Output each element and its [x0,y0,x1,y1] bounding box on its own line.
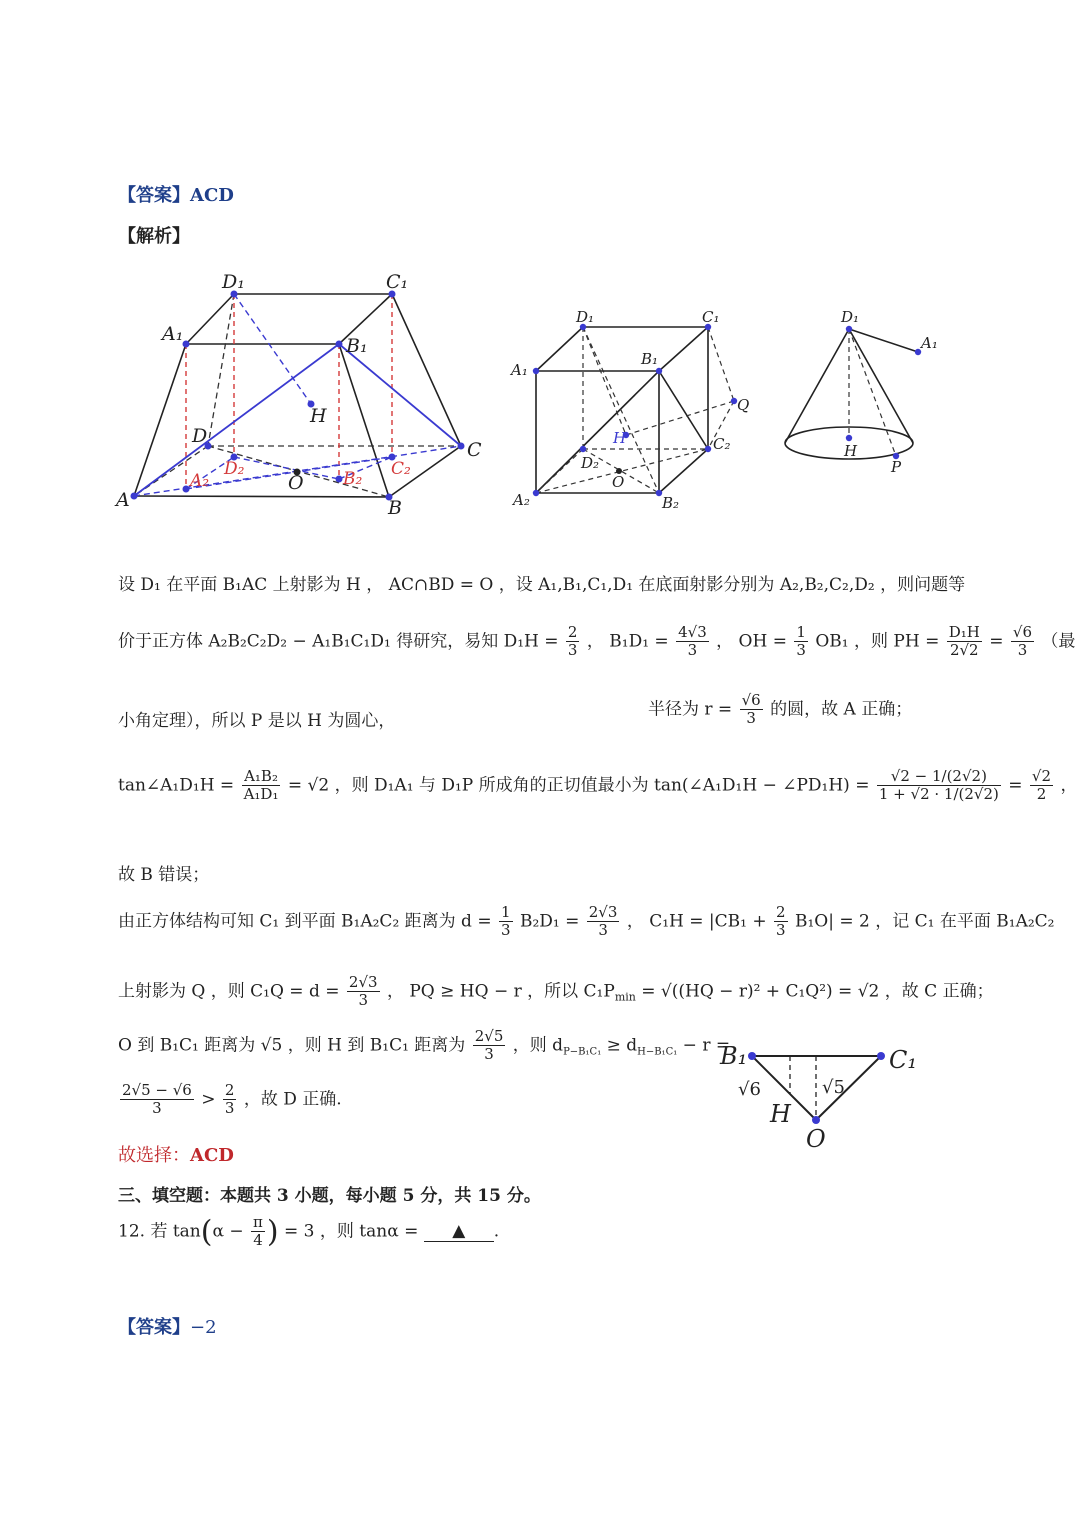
text-line-1: 设 D₁ 在平面 B₁AC 上射影为 H ， AC∩BD = O ，设 A₁,B₁,C₁,D₁ 在底面射影分别为 A₂,B₂,C₂,D₂ ，则问题等 [118,575,966,595]
text-line-3a: 小角定理），所以 P 是以 H 为圆心， [118,711,396,731]
label-C2: C₂ [713,435,731,453]
text-line-8: O 到 B₁C₁ 距离为 √5 ，则 H 到 B₁C₁ 距离为 $\frac{2√5}{3}$ ，则 $d_{P-B_1C_1} \ge d_{H-B_1C_1} - r$ = [118,1027,731,1064]
label-D2: D₂ [581,454,600,472]
label-Q: Q [737,396,750,414]
label-A: A [116,489,130,511]
choice-value: ACD [190,1145,234,1166]
label-B: B [388,497,402,519]
label-H: H [613,429,627,447]
answer-heading-2 [118,1313,217,1339]
question-12: 12. 若 tan(α − $\frac{\pi}{4}$ ) = 3 ，则 tanα = ▲ . [118,1213,500,1250]
cone-figure [780,300,950,480]
label-A2: A₂ [190,471,210,491]
label-H: H [770,1100,791,1128]
label-A1: A₁ [921,334,938,352]
text-line-4: tan∠A₁D₁H = $\frac{\text{A₁B₂}}{\text{A₁D₁}}$ = √2 ，则 D₁A₁ 与 D₁P 所成角的正切值最小为 tan(∠A₁D₁H − ∠PD₁H) = $\frac{√2 - 1/(2√2)}{1 + √2 \cdot 1/(2√2)}$ = $\frac{√2}{2}$ ， [118,767,1078,804]
label-sqrt6: √6 [738,1079,761,1100]
text-line-6: 由正方体结构可知 C₁ 到平面 B₁A₂C₂ 距离为 d = $\frac{1}{3}$ B₂D₁ = $\frac{2√3}{3}$ ， C₁H = |CB₁ + $\frac{2}{3}$ B₁O| = 2 ，记 C₁ 在平面 B₁A₂C₂ [118,903,1055,940]
text-line-3b: 半径为 r = $\frac{√6}{3}$ 的圆，故 A 正确； [648,691,913,728]
label-D1: D₁ [222,271,245,293]
label-B1: B₁ [641,350,659,368]
answer-label: 【答案】 [118,185,190,206]
label-H: H [844,442,858,460]
label-P: P [891,458,902,476]
label-B1: B₁ [346,335,368,357]
label-C: C [467,439,482,461]
label-A1: A₁ [511,361,528,379]
triangle-figure [715,1035,925,1155]
analysis-heading: 【解析】 [118,226,190,247]
label-D1: D₁ [576,308,595,326]
answer-heading [118,181,234,207]
label-H: H [310,405,327,427]
label-C1: C₁ [702,308,720,326]
label-C1: C₁ [889,1046,917,1074]
text-line-9: $\frac{2√5 - √6}{3}$ > $\frac{2}{3}$ ，故 D 正确. [122,1081,342,1118]
frustum-figure [110,262,500,522]
final-choice [118,1141,234,1167]
answer2-label: 【答案】 [118,1317,190,1338]
label-B2: B₂ [343,469,363,489]
text-line-7: 上射影为 Q ，则 C₁Q = d = $\frac{2√3}{3}$ ， PQ ≥ HQ − r ，所以 $C_1P_{min} = √((HQ - r)^2 + C_1Q^2) = √2$ ，故 C 正确； [118,973,994,1010]
section-heading: 三、填空题：本题共 3 小题，每小题 5 分，共 15 分。 [118,1186,541,1206]
label-A2: A₂ [513,491,530,509]
label-D: D [192,425,208,447]
label-O: O [288,472,304,494]
label-B1: B₁ [720,1042,748,1070]
text-line-2: 价于正方体 A₂B₂C₂D₂ − A₁B₁C₁D₁ 得研究，易知 D₁H = $\frac{2}{3}$ ， B₁D₁ = $\frac{4√3}{3}$ ， OH = $\frac{1}{3}$ OB₁ ，则 PH = $\frac{\text{D₁H}}{2√2}$ = $\frac{√6}{3}$ （最 [118,623,1076,660]
label-C2: C₂ [391,459,411,479]
label-C1: C₁ [386,271,409,293]
answer2-value: −2 [190,1317,217,1338]
label-O: O [612,473,625,491]
answer-value: ACD [190,185,234,206]
label-D1: D₁ [841,308,860,326]
label-O: O [806,1125,826,1153]
label-sqrt5: √5 [822,1077,845,1098]
answer-blank: ▲ [424,1221,494,1242]
label-D2: D₂ [224,459,245,479]
cube-figure [505,300,775,520]
label-A1: A₁ [162,323,184,345]
text-line-5: 故 B 错误； [118,865,210,885]
label-B2: B₂ [662,494,680,512]
choice-label: 故选择： [118,1145,190,1166]
